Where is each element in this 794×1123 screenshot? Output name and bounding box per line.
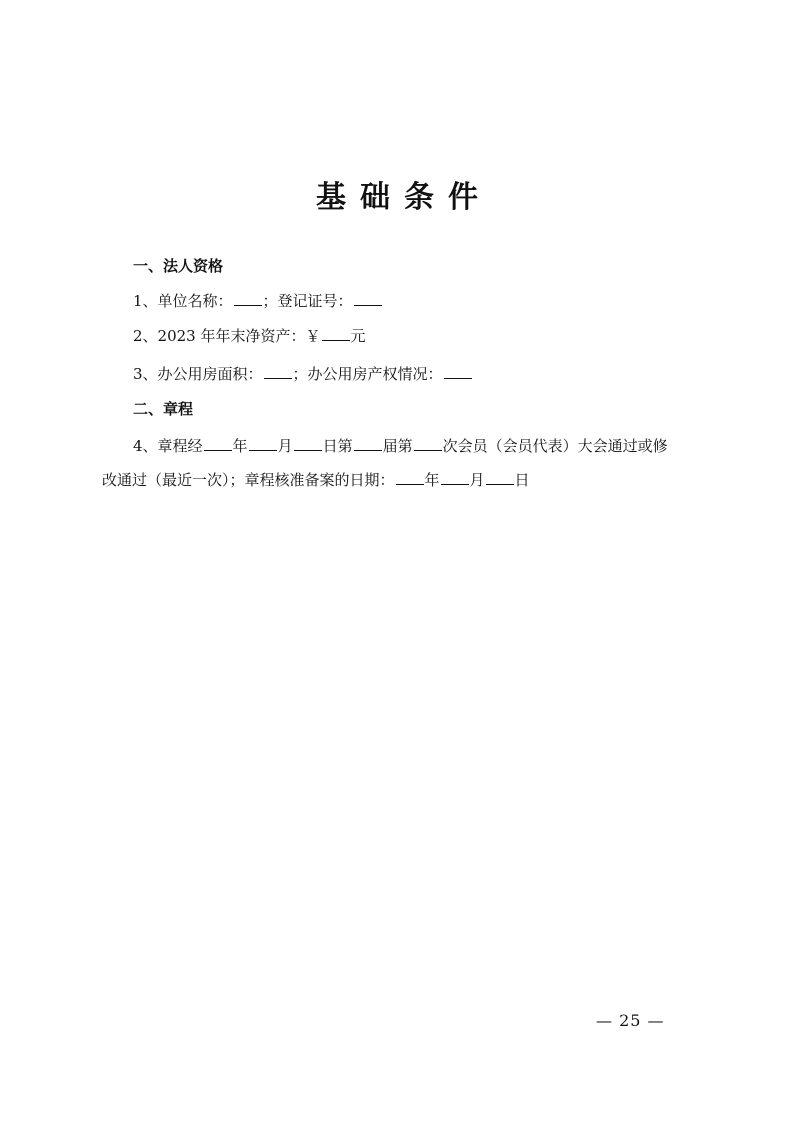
fill-blank-unit-name[interactable] bbox=[234, 291, 262, 306]
item-label: 月 bbox=[469, 471, 485, 489]
item-label: 月 bbox=[277, 437, 293, 455]
item-label: 年 bbox=[232, 437, 248, 455]
item-label: 日 bbox=[514, 471, 530, 489]
item-label: 年 bbox=[424, 471, 440, 489]
fill-blank-meeting[interactable] bbox=[414, 436, 442, 451]
fill-blank-property-rights[interactable] bbox=[444, 364, 472, 379]
fill-blank-month[interactable] bbox=[249, 436, 277, 451]
fill-blank-registration-number[interactable] bbox=[354, 291, 382, 306]
page-number: — 25 — bbox=[596, 1011, 665, 1030]
fill-blank-filing-day[interactable] bbox=[486, 470, 514, 485]
section-heading-legal-qualification: 一、法人资格 bbox=[133, 257, 224, 275]
fill-blank-session[interactable] bbox=[354, 436, 382, 451]
item-net-assets bbox=[133, 326, 366, 346]
item-unit-name-registration bbox=[133, 291, 383, 311]
item-label: ；登记证号： bbox=[262, 292, 353, 310]
fill-blank-net-assets[interactable] bbox=[322, 326, 350, 341]
item-charter-line1 bbox=[133, 436, 668, 456]
item-label: 次会员（会员代表）大会通过或修 bbox=[442, 437, 668, 455]
item-charter-line2 bbox=[102, 470, 530, 490]
fill-blank-filing-year[interactable] bbox=[396, 470, 424, 485]
page-title: 基础条件 bbox=[316, 180, 492, 215]
item-label: ；办公用房产权情况： bbox=[292, 365, 443, 383]
fill-blank-year[interactable] bbox=[204, 436, 232, 451]
section-heading-charter: 二、章程 bbox=[133, 400, 194, 418]
item-label: 日第 bbox=[322, 437, 353, 455]
item-label: 4、章程经 bbox=[133, 437, 203, 455]
item-unit: 元 bbox=[350, 327, 366, 345]
item-label: 改通过（最近一次）；章程核准备案的日期： bbox=[102, 471, 395, 489]
item-office-area bbox=[133, 364, 473, 384]
fill-blank-filing-month[interactable] bbox=[441, 470, 469, 485]
item-label: 3、办公用房面积： bbox=[133, 365, 263, 383]
fill-blank-day[interactable] bbox=[294, 436, 322, 451]
fill-blank-office-area[interactable] bbox=[264, 364, 292, 379]
item-label: 2、2023 年年末净资产：￥ bbox=[133, 327, 321, 345]
item-label: 届第 bbox=[382, 437, 413, 455]
item-label: 1、单位名称： bbox=[133, 292, 233, 310]
